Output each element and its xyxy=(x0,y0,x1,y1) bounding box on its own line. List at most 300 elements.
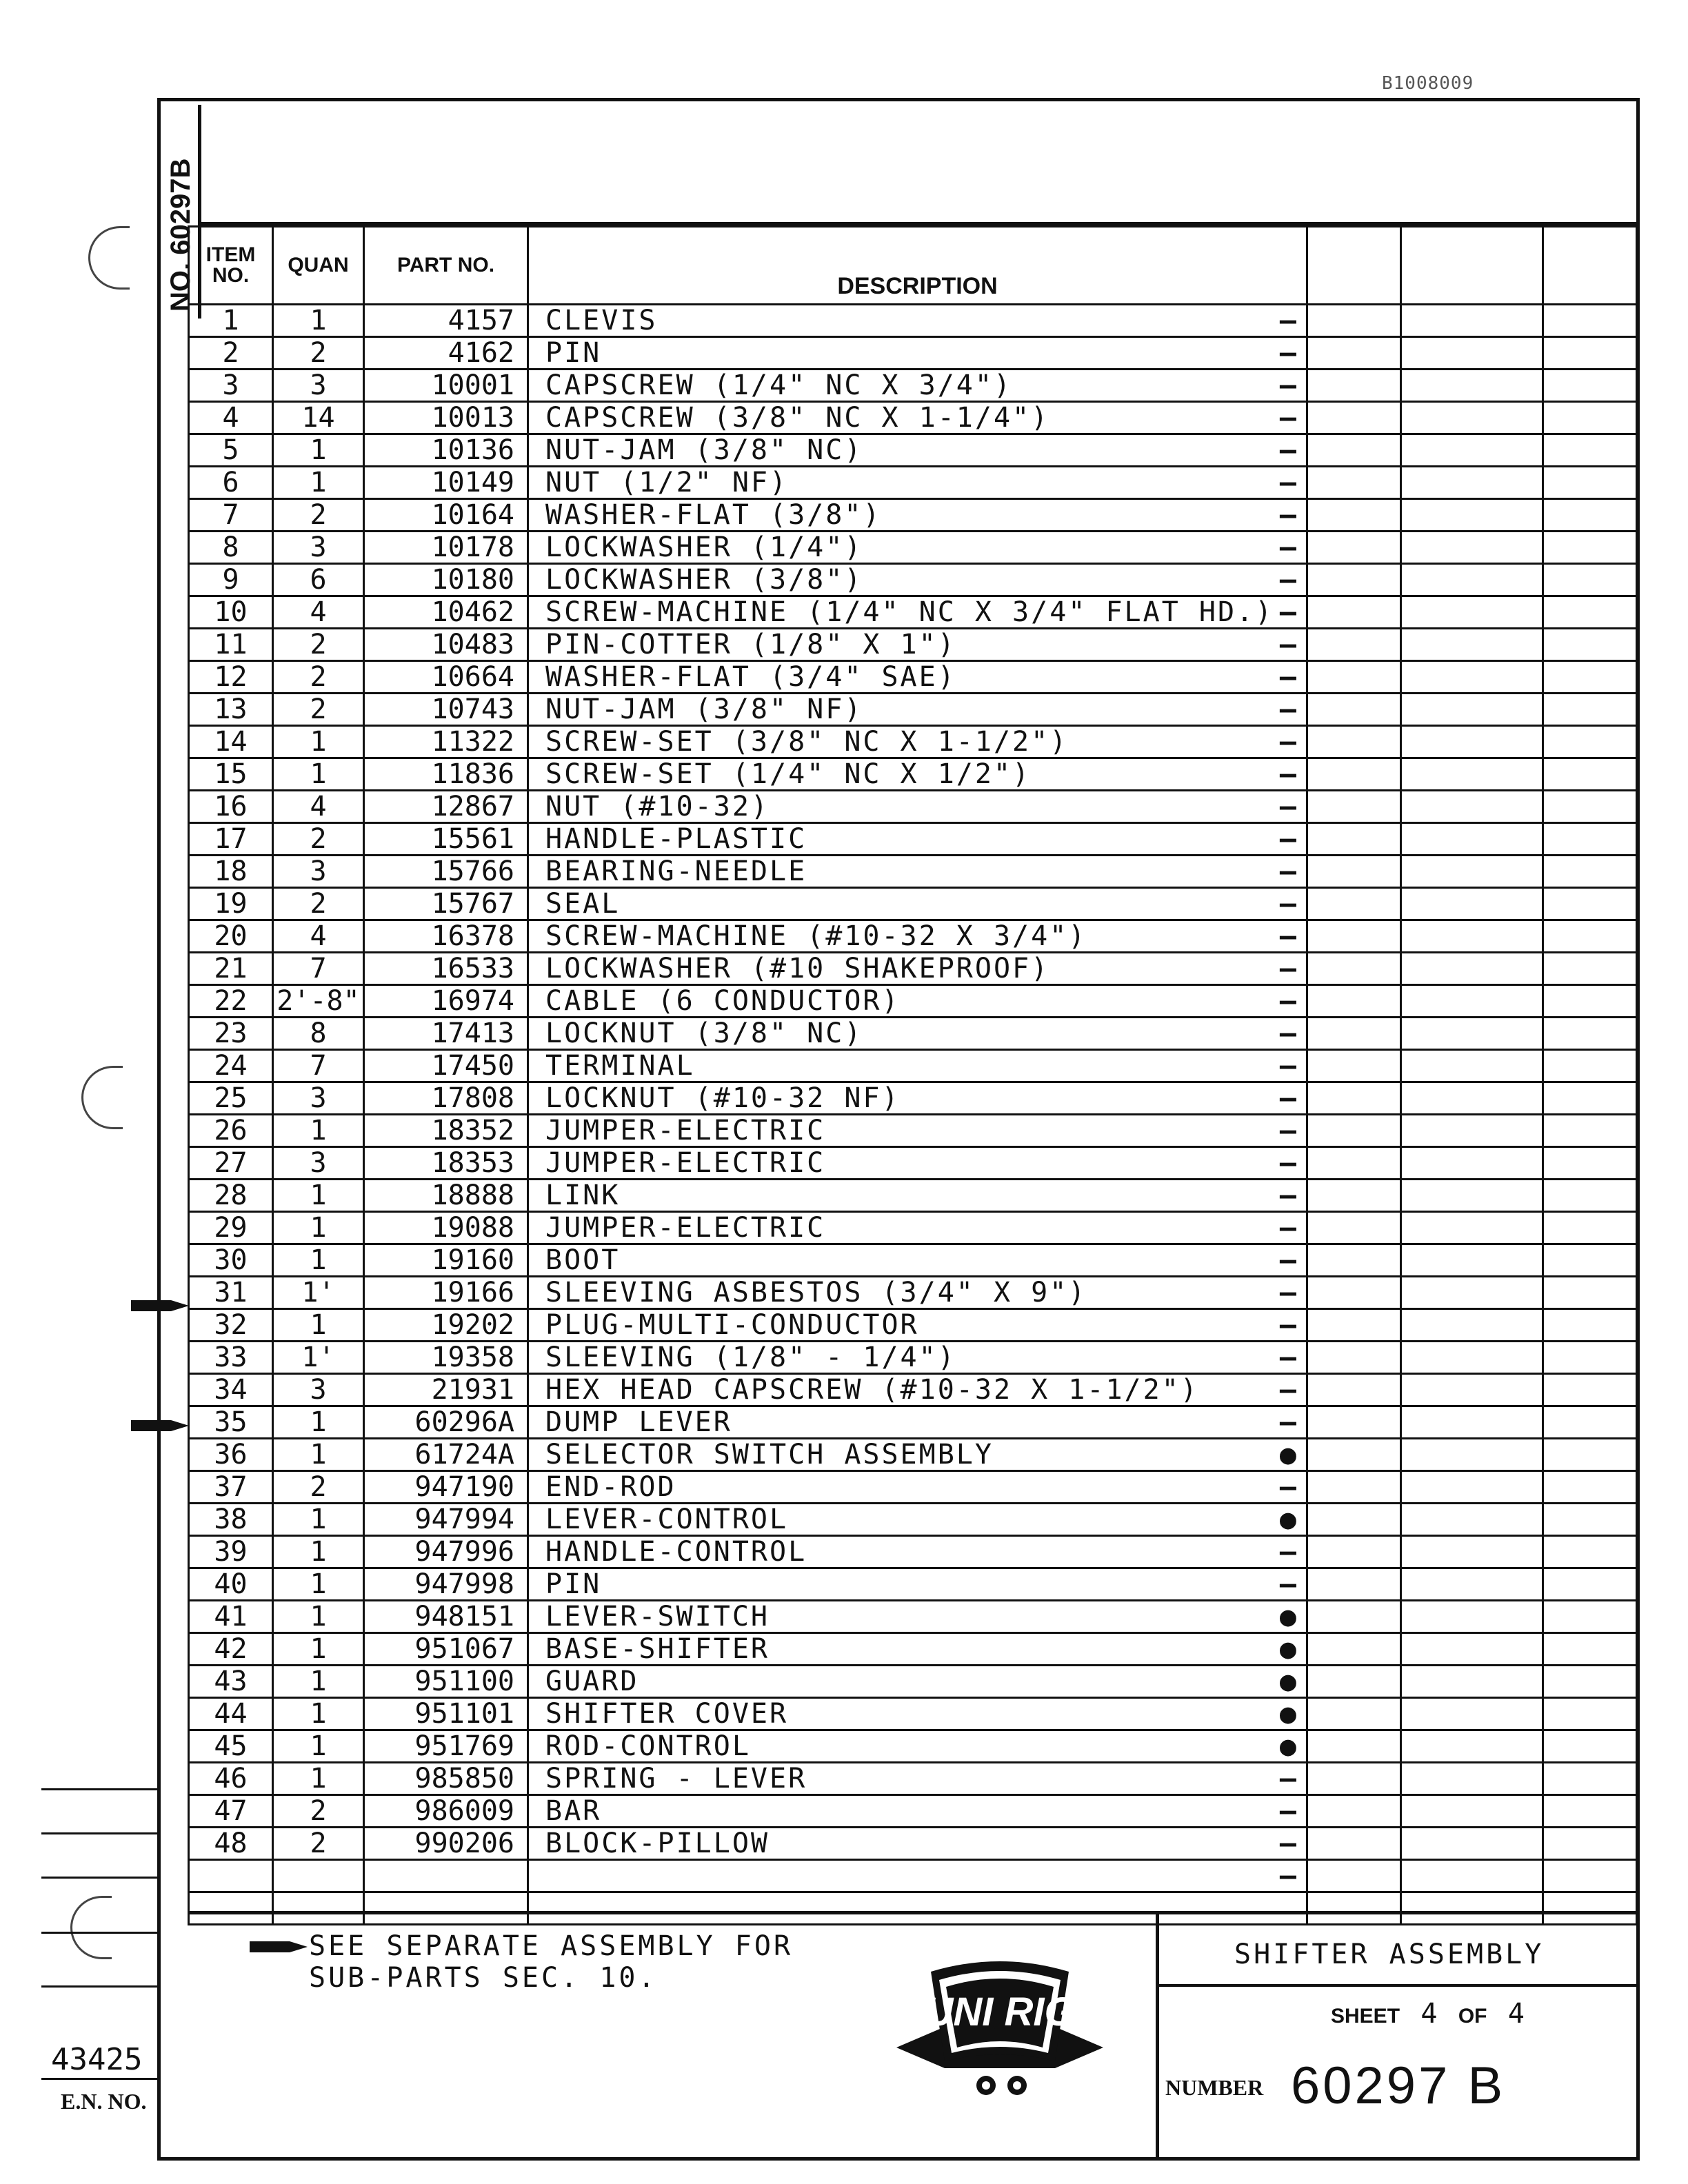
part-number: 951067 xyxy=(364,1633,528,1666)
description: SCREW-SET (1/4" NC X 1/2") xyxy=(545,758,1032,790)
quantity: 2 xyxy=(273,823,364,856)
item-number xyxy=(189,1892,273,1925)
description: BLOCK-PILLOW xyxy=(545,1828,770,1859)
blank-cell xyxy=(1543,532,1637,564)
part-number: 10149 xyxy=(364,467,528,499)
description-cell xyxy=(528,1633,1307,1666)
quantity: 2 xyxy=(273,1471,364,1504)
part-number: 16974 xyxy=(364,985,528,1018)
drawing-number: 60297 B xyxy=(1291,2056,1506,2115)
blank-cell xyxy=(1401,823,1543,856)
quantity: 1 xyxy=(273,1439,364,1471)
item-number: 34 xyxy=(189,1374,273,1406)
table-row xyxy=(189,1374,1637,1406)
blank-cell xyxy=(1543,791,1637,823)
blank-cell xyxy=(1401,1277,1543,1309)
description: SCREW-MACHINE (#10-32 X 3/4") xyxy=(545,920,1087,952)
part-number: 990206 xyxy=(364,1828,528,1860)
status-mark: – xyxy=(1279,1147,1296,1179)
status-mark: – xyxy=(1279,596,1296,628)
blank-cell xyxy=(1401,694,1543,726)
blank-cell xyxy=(1401,1504,1543,1536)
table-row xyxy=(189,1601,1637,1633)
blank-cell xyxy=(1543,434,1637,467)
blank-cell xyxy=(1543,1050,1637,1082)
item-number: 22 xyxy=(189,985,273,1018)
table-row xyxy=(189,1342,1637,1374)
blank-cell xyxy=(1307,467,1401,499)
blank-cell xyxy=(1307,1860,1401,1892)
blank-cell xyxy=(1401,1860,1543,1892)
blank-cell xyxy=(1543,856,1637,888)
item-number: 36 xyxy=(189,1439,273,1471)
blank-cell xyxy=(1307,1633,1401,1666)
description-cell xyxy=(528,305,1307,337)
status-mark: ● xyxy=(1279,1730,1296,1762)
blank-cell xyxy=(1401,370,1543,402)
part-number: 11836 xyxy=(364,758,528,791)
blank-cell xyxy=(1307,532,1401,564)
part-number: 12867 xyxy=(364,791,528,823)
table-row xyxy=(189,1568,1637,1601)
quantity: 1 xyxy=(273,1730,364,1763)
description-cell xyxy=(528,1504,1307,1536)
blank-cell xyxy=(1401,1633,1543,1666)
blank-cell xyxy=(1401,758,1543,791)
part-number: 10483 xyxy=(364,629,528,661)
part-number: 17413 xyxy=(364,1018,528,1050)
table-row xyxy=(189,305,1637,337)
quantity: 2 xyxy=(273,694,364,726)
blank-cell xyxy=(1543,758,1637,791)
blank-cell xyxy=(1307,694,1401,726)
description: PIN-COTTER (1/8" X 1") xyxy=(545,629,956,660)
blank-cell xyxy=(1401,1439,1543,1471)
item-number: 45 xyxy=(189,1730,273,1763)
blank-cell xyxy=(1307,1504,1401,1536)
quantity: 2 xyxy=(273,1828,364,1860)
item-number: 12 xyxy=(189,661,273,694)
item-number: 47 xyxy=(189,1795,273,1828)
blank-cell xyxy=(1543,1568,1637,1601)
description: NUT-JAM (3/8" NC) xyxy=(545,434,863,466)
description-cell xyxy=(528,1309,1307,1342)
blank-cell xyxy=(1543,1795,1637,1828)
sheet-label: SHEET xyxy=(1331,2005,1400,2028)
description: BOOT xyxy=(545,1244,621,1276)
part-number: 951769 xyxy=(364,1730,528,1763)
margin-line xyxy=(41,1788,159,1790)
table-row xyxy=(189,1633,1637,1666)
part-number: 19166 xyxy=(364,1277,528,1309)
quantity: 3 xyxy=(273,370,364,402)
quantity: 4 xyxy=(273,920,364,953)
part-number: 21931 xyxy=(364,1374,528,1406)
table-row xyxy=(189,1147,1637,1180)
blank-cell xyxy=(1307,823,1401,856)
blank-cell xyxy=(1307,370,1401,402)
blank-cell xyxy=(1543,1406,1637,1439)
item-number: 41 xyxy=(189,1601,273,1633)
part-number: 15766 xyxy=(364,856,528,888)
part-number: 18352 xyxy=(364,1115,528,1147)
blank-cell xyxy=(1401,1342,1543,1374)
quantity: 2 xyxy=(273,888,364,920)
quantity: 1 xyxy=(273,1568,364,1601)
item-number: 44 xyxy=(189,1698,273,1730)
sheet-number: 4 xyxy=(1420,1998,1438,2030)
part-number: 10164 xyxy=(364,499,528,532)
note-line-2: SUB-PARTS SEC. 10. xyxy=(309,1962,658,1994)
quantity: 3 xyxy=(273,856,364,888)
number-label: NUMBER xyxy=(1165,2075,1264,2100)
quantity: 7 xyxy=(273,953,364,985)
table-row xyxy=(189,1860,1637,1892)
blank-cell xyxy=(1543,1666,1637,1698)
part-number: 947190 xyxy=(364,1471,528,1504)
table-row xyxy=(189,434,1637,467)
title-block-divider xyxy=(1156,1911,1159,2161)
blank-cell xyxy=(1543,1342,1637,1374)
status-mark: – xyxy=(1279,1082,1296,1114)
description-cell xyxy=(528,1406,1307,1439)
table-row xyxy=(189,1050,1637,1082)
en-divider xyxy=(41,2078,159,2080)
assembly-title: SHIFTER ASSEMBLY xyxy=(1234,1939,1545,1970)
blank-cell xyxy=(1401,1763,1543,1795)
blank-cell xyxy=(1543,1439,1637,1471)
blank-cell xyxy=(1401,1795,1543,1828)
item-number: 1 xyxy=(189,305,273,337)
blank-cell xyxy=(1307,1277,1401,1309)
table-row xyxy=(189,1018,1637,1050)
status-mark: – xyxy=(1279,467,1296,498)
arrow-icon xyxy=(131,1296,189,1315)
part-number: 15561 xyxy=(364,823,528,856)
description: SLEEVING ASBESTOS (3/4" X 9") xyxy=(545,1277,1087,1308)
table-row xyxy=(189,564,1637,596)
blank-cell xyxy=(1307,1601,1401,1633)
status-mark: ● xyxy=(1279,1601,1296,1632)
punch-hole xyxy=(81,1066,123,1129)
table-row xyxy=(189,402,1637,434)
blank-cell xyxy=(1307,791,1401,823)
margin-line xyxy=(41,1932,159,1934)
description-cell xyxy=(528,1342,1307,1374)
item-number: 5 xyxy=(189,434,273,467)
status-mark: – xyxy=(1279,1018,1296,1049)
quantity: 4 xyxy=(273,596,364,629)
blank-cell xyxy=(1401,1406,1543,1439)
part-number: 18353 xyxy=(364,1147,528,1180)
blank-cell xyxy=(1307,1471,1401,1504)
blank-cell xyxy=(1307,726,1401,758)
blank-cell xyxy=(1307,1828,1401,1860)
description: HANDLE-CONTROL xyxy=(545,1536,807,1568)
description-cell xyxy=(528,1795,1307,1828)
blank-cell xyxy=(1307,1018,1401,1050)
item-number xyxy=(189,1860,273,1892)
blank-cell xyxy=(1401,305,1543,337)
document-id: B1008009 xyxy=(1382,73,1474,94)
table-row xyxy=(189,1277,1637,1309)
blank-cell xyxy=(1543,1536,1637,1568)
description: JUMPER-ELECTRIC xyxy=(545,1115,826,1146)
description-cell xyxy=(528,1374,1307,1406)
description: LOCKWASHER (3/8") xyxy=(545,564,863,596)
blank-cell xyxy=(1307,888,1401,920)
description-cell xyxy=(528,1212,1307,1244)
item-number: 7 xyxy=(189,499,273,532)
status-mark: ● xyxy=(1279,1439,1296,1470)
description-cell xyxy=(528,499,1307,532)
status-mark: ● xyxy=(1279,1504,1296,1535)
blank-cell xyxy=(1401,920,1543,953)
item-number: 31 xyxy=(189,1277,273,1309)
blank-cell xyxy=(1401,1892,1543,1925)
quantity: 2 xyxy=(273,337,364,370)
blank-cell xyxy=(1307,499,1401,532)
blank-cell xyxy=(1401,1568,1543,1601)
status-mark: – xyxy=(1279,1309,1296,1341)
status-mark: – xyxy=(1279,434,1296,466)
blank-cell xyxy=(1543,823,1637,856)
part-number: 19088 xyxy=(364,1212,528,1244)
parts-list-table xyxy=(188,225,1638,1925)
blank-cell xyxy=(1307,985,1401,1018)
blank-cell xyxy=(1401,629,1543,661)
quantity: 3 xyxy=(273,1082,364,1115)
table-row xyxy=(189,1309,1637,1342)
description-cell xyxy=(528,1666,1307,1698)
blank-cell xyxy=(1543,661,1637,694)
blank-cell xyxy=(1543,467,1637,499)
description-cell xyxy=(528,467,1307,499)
blank-cell xyxy=(1543,499,1637,532)
blank-cell xyxy=(1543,920,1637,953)
description: SHIFTER COVER xyxy=(545,1698,789,1730)
blank-cell xyxy=(1307,1795,1401,1828)
description-cell xyxy=(528,1730,1307,1763)
table-row xyxy=(189,1115,1637,1147)
blank-cell xyxy=(1307,661,1401,694)
quantity-header: QUAN xyxy=(273,227,364,305)
quantity: 2'-8" xyxy=(273,985,364,1018)
description: END-ROD xyxy=(545,1471,676,1503)
table-row xyxy=(189,337,1637,370)
description: CLEVIS xyxy=(545,305,658,336)
description: NUT (1/2" NF) xyxy=(545,467,789,498)
assembly-note xyxy=(309,1930,793,1994)
blank-cell xyxy=(1307,1244,1401,1277)
table-row xyxy=(189,1666,1637,1698)
description-cell xyxy=(528,1860,1307,1892)
blank-cell xyxy=(1307,1309,1401,1342)
blank-cell xyxy=(1401,1147,1543,1180)
description-cell xyxy=(528,694,1307,726)
item-number: 17 xyxy=(189,823,273,856)
blank-cell xyxy=(1401,1666,1543,1698)
status-mark: – xyxy=(1279,1471,1296,1503)
item-number: 27 xyxy=(189,1147,273,1180)
table-row xyxy=(189,370,1637,402)
blank-cell xyxy=(1401,1309,1543,1342)
blank-cell xyxy=(1543,337,1637,370)
blank-cell xyxy=(1307,758,1401,791)
table-row xyxy=(189,888,1637,920)
description: SELECTOR SWITCH ASSEMBLY xyxy=(545,1439,994,1470)
blank-cell xyxy=(1307,1115,1401,1147)
description: BEARING-NEEDLE xyxy=(545,856,807,887)
blank-cell xyxy=(1401,856,1543,888)
description: LOCKWASHER (1/4") xyxy=(545,532,863,563)
description: BASE-SHIFTER xyxy=(545,1633,770,1665)
item-number: 38 xyxy=(189,1504,273,1536)
description-cell xyxy=(528,402,1307,434)
blank-cell xyxy=(1543,596,1637,629)
description-cell xyxy=(528,1244,1307,1277)
status-mark: – xyxy=(1279,305,1296,336)
item-number: 2 xyxy=(189,337,273,370)
blank-cell xyxy=(1307,434,1401,467)
item-number: 39 xyxy=(189,1536,273,1568)
table-row xyxy=(189,985,1637,1018)
description-cell xyxy=(528,1082,1307,1115)
sheet-total: 4 xyxy=(1507,1998,1525,2030)
status-mark: – xyxy=(1279,661,1296,693)
blank-cell xyxy=(1401,985,1543,1018)
status-mark: – xyxy=(1279,953,1296,984)
blank-cell xyxy=(1307,1568,1401,1601)
en-label: E.N. NO. xyxy=(61,2089,147,2114)
description: CABLE (6 CONDUCTOR) xyxy=(545,985,901,1017)
description-cell xyxy=(528,564,1307,596)
part-number: 947994 xyxy=(364,1504,528,1536)
blank-cell xyxy=(1401,888,1543,920)
table-row xyxy=(189,1244,1637,1277)
status-mark: – xyxy=(1279,985,1296,1017)
blank-cell xyxy=(1307,1050,1401,1082)
status-mark: – xyxy=(1279,888,1296,920)
blank-cell xyxy=(1401,1050,1543,1082)
blank-cell xyxy=(1543,1763,1637,1795)
description-cell xyxy=(528,1763,1307,1795)
status-mark: – xyxy=(1279,856,1296,887)
description: LOCKNUT (#10-32 NF) xyxy=(545,1082,901,1114)
description: JUMPER-ELECTRIC xyxy=(545,1212,826,1244)
blank-cell xyxy=(1401,596,1543,629)
part-number: 16378 xyxy=(364,920,528,953)
punch-hole xyxy=(88,226,130,290)
item-number: 15 xyxy=(189,758,273,791)
quantity: 1 xyxy=(273,1633,364,1666)
blank-cell xyxy=(1307,1406,1401,1439)
blank-cell xyxy=(1307,629,1401,661)
blank-cell xyxy=(1543,985,1637,1018)
quantity: 3 xyxy=(273,1374,364,1406)
status-mark: – xyxy=(1279,1115,1296,1146)
blank-cell xyxy=(1307,1082,1401,1115)
blank-cell xyxy=(1401,434,1543,467)
part-number: 11322 xyxy=(364,726,528,758)
blank-cell xyxy=(1307,564,1401,596)
table-row xyxy=(189,532,1637,564)
blank-cell xyxy=(1543,726,1637,758)
status-mark: – xyxy=(1279,823,1296,855)
part-number: 19358 xyxy=(364,1342,528,1374)
item-number: 26 xyxy=(189,1115,273,1147)
status-mark: ● xyxy=(1279,1633,1296,1665)
blank-cell xyxy=(1401,532,1543,564)
blank-cell xyxy=(1543,1277,1637,1309)
blank-column-header xyxy=(1401,227,1543,305)
part-number xyxy=(364,1860,528,1892)
status-mark: – xyxy=(1279,1860,1296,1892)
status-mark: – xyxy=(1279,1050,1296,1082)
description: LEVER-CONTROL xyxy=(545,1504,789,1535)
blank-cell xyxy=(1543,1698,1637,1730)
status-mark: – xyxy=(1279,1180,1296,1211)
part-number: 951101 xyxy=(364,1698,528,1730)
table-row xyxy=(189,629,1637,661)
description-cell xyxy=(528,823,1307,856)
en-number: 43425 xyxy=(51,2042,143,2077)
status-mark: – xyxy=(1279,370,1296,401)
table-row xyxy=(189,1471,1637,1504)
sheet-indicator xyxy=(1331,1998,1540,2030)
table-row xyxy=(189,1212,1637,1244)
margin-line xyxy=(41,1985,159,1988)
table-row xyxy=(189,1504,1637,1536)
table-row xyxy=(189,1763,1637,1795)
quantity: 1 xyxy=(273,1601,364,1633)
description: CAPSCREW (1/4" NC X 3/4") xyxy=(545,370,1013,401)
quantity: 1 xyxy=(273,1698,364,1730)
part-number: 947998 xyxy=(364,1568,528,1601)
item-number: 10 xyxy=(189,596,273,629)
margin-line xyxy=(41,1832,159,1834)
blank-cell xyxy=(1401,1115,1543,1147)
part-number: 10664 xyxy=(364,661,528,694)
of-label: OF xyxy=(1458,2005,1487,2028)
blank-cell xyxy=(1307,1730,1401,1763)
description: SCREW-MACHINE (1/4" NC X 3/4" FLAT HD.) xyxy=(545,596,1274,628)
quantity: 1 xyxy=(273,1536,364,1568)
table-row xyxy=(189,1795,1637,1828)
status-mark: – xyxy=(1279,337,1296,369)
status-mark: – xyxy=(1279,1763,1296,1794)
status-mark: – xyxy=(1279,1374,1296,1406)
description-cell xyxy=(528,985,1307,1018)
description: CAPSCREW (3/8" NC X 1-1/4") xyxy=(545,402,1050,434)
quantity: 3 xyxy=(273,1147,364,1180)
quantity: 8 xyxy=(273,1018,364,1050)
quantity: 4 xyxy=(273,791,364,823)
description: PLUG-MULTI-CONDUCTOR xyxy=(545,1309,919,1341)
quantity: 1 xyxy=(273,1309,364,1342)
table-row xyxy=(189,791,1637,823)
blank-cell xyxy=(1401,1244,1543,1277)
part-number: 4157 xyxy=(364,305,528,337)
description: HANDLE-PLASTIC xyxy=(545,823,807,855)
blank-cell xyxy=(1543,1892,1637,1925)
description: SCREW-SET (3/8" NC X 1-1/2") xyxy=(545,726,1069,758)
description: NUT-JAM (3/8" NF) xyxy=(545,694,863,725)
item-number: 30 xyxy=(189,1244,273,1277)
blank-cell xyxy=(1307,1180,1401,1212)
item-number: 23 xyxy=(189,1018,273,1050)
description: LOCKNUT (3/8" NC) xyxy=(545,1018,863,1049)
